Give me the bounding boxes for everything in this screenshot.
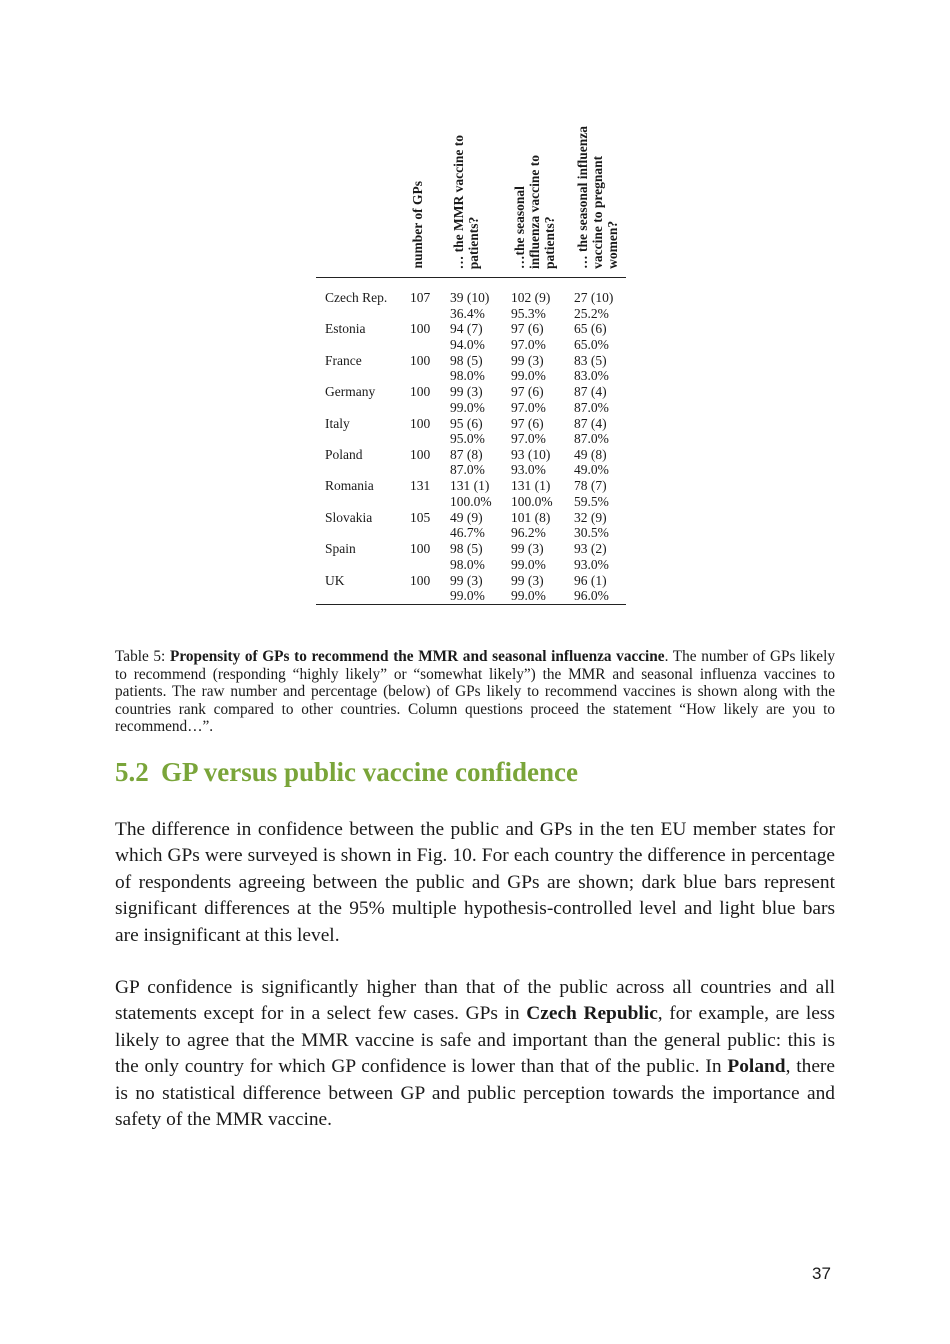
flu-cell	[511, 353, 546, 384]
header-flu-pregnant	[575, 126, 620, 269]
table-row	[316, 384, 626, 415]
preg-count: 87 (4)	[574, 415, 607, 431]
country-cell: France	[325, 352, 362, 368]
preg-pct: 65.0%	[574, 336, 609, 352]
mmr-cell	[450, 353, 485, 384]
preg-count: 96 (1)	[574, 572, 607, 588]
flu-cell	[511, 416, 546, 447]
paragraph-2-bold-poland: Poland	[727, 1056, 786, 1078]
preg-cell	[574, 416, 609, 447]
header-line: … the seasonal influenza	[575, 126, 590, 269]
mmr-cell	[450, 478, 492, 509]
header-line: women?	[605, 221, 620, 269]
flu-pct: 93.0%	[511, 462, 546, 478]
preg-pct: 49.0%	[574, 462, 609, 478]
flu-cell	[511, 384, 546, 415]
preg-cell	[574, 541, 609, 572]
mmr-count: 98 (5)	[450, 352, 483, 368]
caption-prefix: Table 5:	[115, 648, 170, 665]
mmr-count: 131 (1)	[450, 478, 490, 494]
preg-count: 27 (10)	[574, 290, 614, 305]
mmr-count: 99 (3)	[450, 384, 483, 400]
flu-count: 99 (3)	[511, 541, 544, 557]
header-line: … the MMR vaccine to	[451, 134, 466, 269]
mmr-cell	[450, 384, 485, 415]
mmr-pct: 95.0%	[450, 431, 485, 447]
preg-cell	[574, 353, 609, 384]
country-cell: Czech Rep.	[325, 290, 388, 305]
page-number: 37	[812, 1264, 831, 1283]
preg-count: 87 (4)	[574, 384, 607, 400]
section-number: 5.2	[115, 757, 149, 787]
preg-cell	[574, 290, 613, 321]
mmr-pct: 87.0%	[450, 462, 485, 478]
flu-cell	[511, 573, 546, 604]
paragraph-2-part-2: , for example, are less likely to agree that the MMR vaccine is safe and important than the general public: this is the only country for which GP confidence is lower than that of the public. In	[115, 1003, 835, 1078]
flu-cell	[511, 447, 550, 478]
mmr-pct: 99.0%	[450, 588, 485, 604]
flu-cell	[511, 321, 546, 352]
flu-count: 97 (6)	[511, 321, 544, 337]
flu-pct: 100.0%	[511, 493, 553, 509]
gps-cell: 100	[410, 572, 431, 588]
country-cell: Slovakia	[325, 509, 373, 525]
header-line: patients?	[466, 216, 481, 269]
gps-cell: 100	[410, 321, 431, 337]
gps-cell: 131	[410, 478, 431, 494]
section-title: GP versus public vaccine confidence	[161, 757, 578, 787]
country-cell: Spain	[325, 541, 356, 557]
flu-cell	[511, 478, 553, 509]
mmr-pct: 100.0%	[450, 493, 492, 509]
header-line: number of GPs	[410, 181, 425, 269]
preg-pct: 30.5%	[574, 525, 609, 541]
flu-count: 93 (10)	[511, 446, 551, 462]
header-flu-patients	[512, 155, 557, 269]
mmr-pct: 94.0%	[450, 336, 485, 352]
preg-count: 65 (6)	[574, 321, 607, 337]
table-row	[316, 353, 626, 384]
flu-count: 97 (6)	[511, 415, 544, 431]
mmr-cell	[450, 321, 485, 352]
flu-cell	[511, 510, 550, 541]
paragraph-2	[115, 975, 835, 1133]
gps-cell: 100	[410, 446, 431, 462]
table-row	[316, 510, 626, 541]
mmr-count: 98 (5)	[450, 541, 483, 557]
paragraph-2-bold-czech: Czech Republic	[526, 1003, 658, 1025]
header-line: …the seasonal	[512, 186, 527, 269]
preg-pct: 93.0%	[574, 556, 609, 572]
flu-pct: 96.2%	[511, 525, 546, 541]
preg-pct: 87.0%	[574, 431, 609, 447]
paragraph-1: The difference in confidence between the public and GPs in the ten EU member states for which GPs were surveyed is shown in Fig. 10. For each country the difference in percentage of respondents agreeing between the public and GPs are shown; dark blue bars represent significant differences at the 95% multiple hypothesis-controlled level and light blue bars are insignificant at this level.	[115, 819, 835, 946]
flu-pct: 99.0%	[511, 368, 546, 384]
flu-cell	[511, 541, 546, 572]
mmr-count: 94 (7)	[450, 321, 483, 337]
preg-count: 83 (5)	[574, 352, 607, 368]
preg-pct: 96.0%	[574, 588, 609, 604]
flu-pct: 97.0%	[511, 399, 546, 415]
mmr-cell	[450, 573, 485, 604]
mmr-pct: 46.7%	[450, 525, 485, 541]
preg-pct: 87.0%	[574, 399, 609, 415]
preg-cell	[574, 478, 609, 509]
mmr-pct: 99.0%	[450, 399, 485, 415]
table-row	[316, 478, 626, 509]
country-cell: Poland	[325, 446, 363, 462]
header-number-of-gps	[410, 181, 425, 269]
mmr-pct: 98.0%	[450, 368, 485, 384]
gps-cell: 105	[410, 509, 431, 525]
mmr-count: 39 (10)	[450, 290, 490, 305]
preg-cell	[574, 447, 609, 478]
flu-cell	[511, 290, 550, 321]
preg-count: 93 (2)	[574, 541, 607, 557]
preg-pct: 59.5%	[574, 493, 609, 509]
flu-pct: 97.0%	[511, 336, 546, 352]
table-row	[316, 447, 626, 478]
table-header	[316, 110, 626, 278]
flu-count: 99 (3)	[511, 572, 544, 588]
flu-pct: 99.0%	[511, 556, 546, 572]
table-bottom-rule	[316, 604, 626, 605]
flu-count: 102 (9)	[511, 290, 551, 305]
flu-pct: 95.3%	[511, 305, 546, 321]
country-cell: Germany	[325, 384, 376, 400]
mmr-cell	[450, 510, 485, 541]
header-line: influenza vaccine to	[527, 155, 542, 269]
country-cell: Estonia	[325, 321, 366, 337]
preg-cell	[574, 573, 609, 604]
preg-count: 49 (8)	[574, 446, 607, 462]
caption-body: . The number of GPs likely to recommend (responding “highly likely” or “somewhat likely”) the MMR and seasonal influenza vaccines to patients. The raw number and percentage (below) of GPs likely to recommend vaccines is shown along with the countries rank compared to other countries. Column questions proceed the statement “How likely are you to recommend…”.	[115, 648, 835, 736]
gps-cell: 100	[410, 384, 431, 400]
mmr-count: 95 (6)	[450, 415, 483, 431]
gps-cell: 107	[410, 290, 431, 305]
flu-pct: 97.0%	[511, 431, 546, 447]
mmr-pct: 98.0%	[450, 556, 485, 572]
mmr-cell	[450, 447, 485, 478]
mmr-count: 49 (9)	[450, 509, 483, 525]
preg-count: 32 (9)	[574, 509, 607, 525]
preg-cell	[574, 510, 609, 541]
mmr-cell	[450, 416, 485, 447]
header-line: patients?	[542, 216, 557, 269]
country-cell: Italy	[325, 415, 350, 431]
paragraph-2-part-1: GP confidence is significantly higher than that of the public across all countries and all statements except for in a select few cases. GPs in	[115, 977, 835, 1025]
preg-pct: 83.0%	[574, 368, 609, 384]
header-line: vaccine to pregnant	[590, 156, 605, 269]
preg-cell	[574, 321, 609, 352]
table-body	[316, 290, 626, 604]
table-row	[316, 573, 626, 604]
flu-count: 101 (8)	[511, 509, 551, 525]
flu-count: 97 (6)	[511, 384, 544, 400]
mmr-pct: 36.4%	[450, 305, 485, 321]
table-row	[316, 290, 626, 321]
gps-cell: 100	[410, 541, 431, 557]
flu-count: 131 (1)	[511, 478, 551, 494]
preg-pct: 25.2%	[574, 305, 609, 321]
flu-pct: 99.0%	[511, 588, 546, 604]
mmr-cell	[450, 290, 489, 321]
country-cell: UK	[325, 572, 345, 588]
preg-count: 78 (7)	[574, 478, 607, 494]
section-heading	[115, 754, 835, 790]
mmr-count: 87 (8)	[450, 446, 483, 462]
country-cell: Romania	[325, 478, 374, 494]
preg-cell	[574, 384, 609, 415]
gps-cell: 100	[410, 415, 431, 431]
table-row	[316, 541, 626, 572]
mmr-cell	[450, 541, 485, 572]
header-mmr-patients	[451, 135, 481, 269]
flu-count: 99 (3)	[511, 352, 544, 368]
table-row	[316, 321, 626, 352]
mmr-count: 99 (3)	[450, 572, 483, 588]
gps-cell: 100	[410, 352, 431, 368]
table-caption	[115, 648, 835, 736]
paragraph-2-part-3: , there is no statistical difference between GP and public perception towards the importance and safety of the MMR vaccine.	[115, 1056, 835, 1131]
table-row	[316, 416, 626, 447]
caption-title: Propensity of GPs to recommend the MMR and seasonal influenza vaccine	[169, 648, 665, 665]
